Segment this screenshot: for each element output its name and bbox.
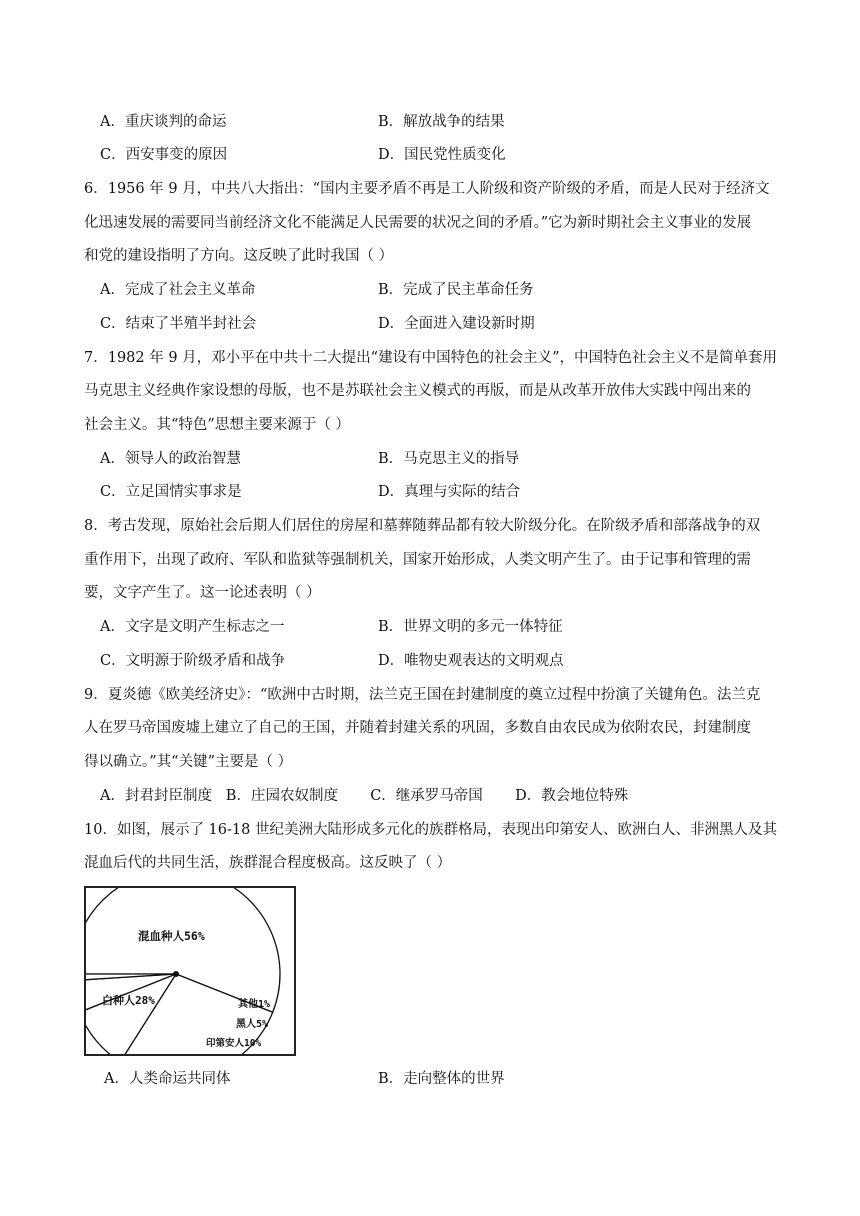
q7-option-a: A．领导人的政治智慧 (100, 451, 241, 467)
q7-option-b: B．马克思主义的指导 (378, 451, 520, 467)
q6-option-b: B．完成了民主革命任务 (378, 282, 534, 298)
q6-stem-line-1: 6．1956 年 9 月，中共八大指出：“国内主要矛盾不再是工人阶级和资产阶级的矛盾，而是人民对于经济文 (84, 181, 770, 197)
q7-stem-line-2: 马克思主义经典作家设想的母版，也不是苏联社会主义模式的再版，而是从改革开放伟大实践中闯出来的 (84, 383, 751, 399)
q9-stem-line-3: 得以确立。”其“关键”主要是（ ） (84, 754, 293, 770)
q7-stem-line-3: 社会主义。其“特色”思想主要来源于（ ） (84, 417, 350, 433)
q9-stem-line-2: 人在罗马帝国废墟上建立了自己的王国，并随着封建关系的巩固，多数自由农民成为依附农民，封建制度 (84, 720, 751, 736)
q10-stem-line-1: 10．如图，展示了 16-18 世纪美洲大陆形成多元化的族群格局，表现出印第安人、欧洲白人、非洲黑人及其 (84, 822, 777, 838)
pie-label-black: 黑人5% (236, 1019, 269, 1030)
q10-option-b: B．走向整体的世界 (378, 1071, 505, 1087)
q9-options: A．封君封臣制度 B．庄园农奴制度 C．继承罗马帝国 D．教会地位特殊 (100, 788, 629, 804)
q8-stem-line-3: 要，文字产生了。这一论述表明（ ） (84, 585, 321, 601)
q8-stem-line-2: 重作用下，出现了政府、军队和监狱等强制机关，国家开始形成，人类文明产生了。由于记事和管理的需 (84, 552, 751, 568)
q10-option-a: A．人类命运共同体 (104, 1071, 231, 1087)
q5-option-a: A．重庆谈判的命运 (100, 114, 227, 130)
pie-label-other: 其他1% (238, 999, 271, 1010)
q6-option-d: D．全面进入建设新时期 (378, 316, 535, 332)
q6-stem-line-3: 和党的建设指明了方向。这反映了此时我国（ ） (84, 248, 394, 264)
q6-stem-line-2: 化迅速发展的需要同当前经济文化不能满足人民需要的状况之间的矛盾。”它为新时期社会主义事业的发展 (84, 215, 752, 231)
q5-option-c: C．西安事变的原因 (100, 147, 228, 163)
ethnic-composition-pie-chart (84, 886, 296, 1056)
q7-option-d: D．真理与实际的结合 (378, 484, 521, 500)
q5-option-b: B．解放战争的结果 (378, 114, 505, 130)
q9-stem-line-1: 9．夏炎德《欧美经济史》：“欧洲中古时期，法兰克王国在封建制度的奠立过程中扮演了关键角色。法兰克 (84, 687, 761, 703)
q5-option-d: D．国民党性质变化 (378, 147, 506, 163)
pie-label-indian: 印第安人10% (206, 1038, 262, 1049)
q7-stem-line-1: 7．1982 年 9 月，邓小平在中共十二大提出“建设有中国特色的社会主义”，中国特色社会主义不是简单套用 (84, 350, 778, 366)
q8-option-b: B．世界文明的多元一体特征 (378, 619, 563, 635)
q8-option-c: C．文明源于阶级矛盾和战争 (100, 653, 286, 669)
q10-stem-line-2: 混血后代的共同生活，族群混合程度极高。这反映了（ ） (84, 855, 452, 871)
q6-option-a: A．完成了社会主义革命 (100, 282, 256, 298)
q6-option-c: C．结束了半殖半封社会 (100, 316, 257, 332)
pie-center-dot (173, 971, 179, 977)
pie-label-mixed: 混血种人56% (138, 929, 205, 943)
q8-stem-line-1: 8．考古发现，原始社会后期人们居住的房屋和墓葬随葬品都有较大阶级分化。在阶级矛盾和部落战争的双 (84, 518, 761, 534)
q8-option-d: D．唯物史观表达的文明观点 (378, 653, 564, 669)
q8-option-a: A．文字是文明产生标志之一 (100, 619, 285, 635)
q7-option-c: C．立足国情实事求是 (100, 484, 242, 500)
pie-label-white: 白种人28% (102, 994, 155, 1007)
